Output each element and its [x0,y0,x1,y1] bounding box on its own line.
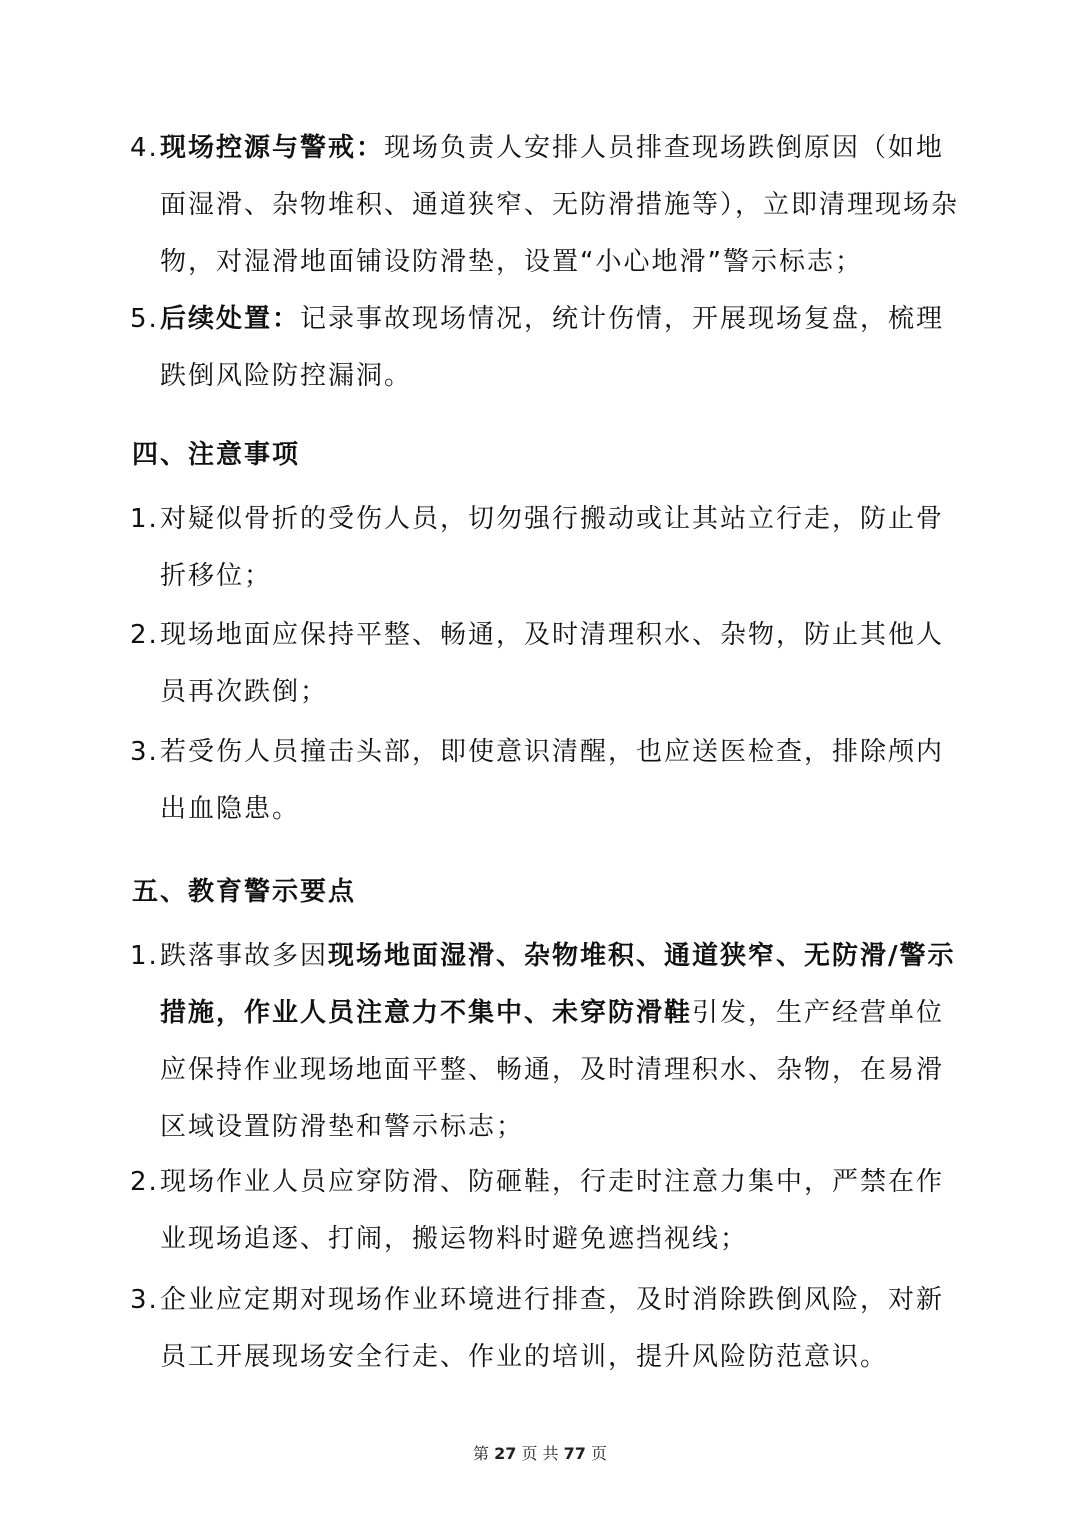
list-item [130,928,960,1156]
page-footer [0,1441,1080,1464]
item-text: 记录事故现场情况，统计伤情，开展现场复盘，梳理跌倒风险防控漏洞。 [160,304,945,391]
item-text: 现场作业人员应穿防滑、防砸鞋，行走时注意力集中，严禁在作业现场追逐、打闹，搬运物料时避免遮挡视线； [160,1167,945,1254]
list-item [130,491,960,605]
list-item [130,291,960,405]
item-number: 1. [130,941,159,971]
list-item [130,1154,960,1268]
item-number: 2. [130,620,159,650]
section-heading: 五、教育警示要点 [132,877,357,907]
list-item [130,120,960,291]
item-number: 1. [130,504,159,534]
item-number: 5. [130,304,159,334]
item-text: 企业应定期对现场作业环境进行排查，及时消除跌倒风险，对新员工开展现场安全行走、作业的培训，提升风险防范意识。 [160,1285,945,1372]
list-item [130,607,960,721]
item-body [160,120,960,291]
section-heading: 四、注意事项 [132,440,301,470]
footer-suffix: 页 [591,1444,608,1463]
item-number: 2. [130,1167,159,1197]
footer-total-pages: 77 [563,1444,586,1463]
item-text: 现场地面应保持平整、畅通，及时清理积水、杂物，防止其他人员再次跌倒； [160,620,945,707]
item-body [160,928,960,1156]
item-number: 3. [130,1285,159,1315]
item-text: 现场负责人安排人员排查现场跌倒原因（如地面湿滑、杂物堆积、通道狭窄、无防滑措施等），立即清理现场杂物，对湿滑地面铺设防滑垫，设置“小心地滑”警示标志； [160,133,960,277]
item-number: 4. [130,133,159,163]
list-item [130,1272,960,1386]
footer-middle: 页 共 [521,1444,559,1463]
list-item [130,724,960,838]
item-text: 若受伤人员撞击头部，即使意识清醒，也应送医检查，排除颅内出血隐患。 [160,737,945,824]
item-bold-label: 现场控源与警戒： [160,133,385,163]
footer-page-number: 27 [494,1444,517,1463]
item-text: 引发，生产经营单位应保持作业现场地面平整、畅通，及时清理积水、杂物，在易滑区域设置防滑垫和警示标志； [160,998,945,1142]
item-bold-text: 现场地面湿滑、杂物堆积、通道狭窄、无防滑/警示措施，作业人员注意力不集中、未穿防滑鞋 [160,941,956,1028]
item-body [160,291,960,405]
item-text: 对疑似骨折的受伤人员，切勿强行搬动或让其站立行走，防止骨折移位； [160,504,945,591]
footer-prefix: 第 [472,1444,489,1463]
item-bold-label: 后续处置： [160,304,301,334]
item-text-prefix: 跌落事故多因 [160,941,329,971]
item-number: 3. [130,737,159,767]
